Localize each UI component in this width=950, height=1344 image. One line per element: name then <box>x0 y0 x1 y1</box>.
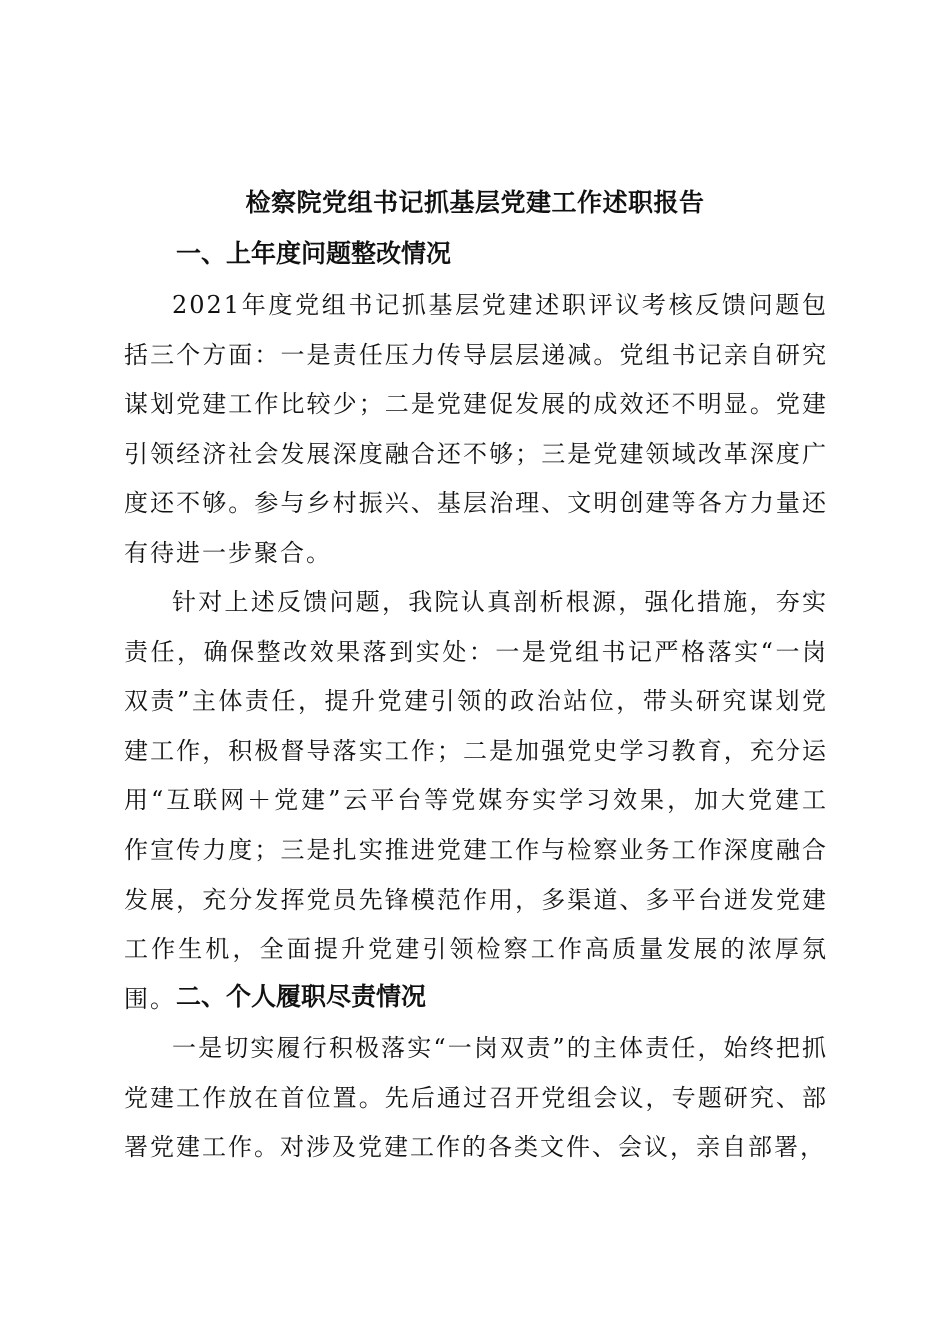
document-title: 检察院党组书记抓基层党建工作述职报告 <box>245 188 705 217</box>
paragraph-1: 2021年度党组书记抓基层党建述职评议考核反馈问题包括三个方面：一是责任压力传导层层递减。党组书记亲自研究谋划党建工作比较少；二是党建促发展的成效还不明显。党建引领经济社会发展深度融合还不够；三是党建领域改革深度广度还不够。参与乡村振兴、基层治理、文明创建等各方力量还有待进一步聚合。 <box>124 291 828 567</box>
paragraph-3: 一是切实履行积极落实“一岗双责”的主体责任，始终把抓党建工作放在首位置。先后通过召开党组会议，专题研究、部署党建工作。对涉及党建工作的各类文件、会议，亲自部署， <box>124 1034 828 1162</box>
section-heading-2: 二、个人履职尽责情况 <box>176 982 427 1011</box>
paragraph-2: 针对上述反馈问题，我院认真剖析根源，强化措施，夯实责任，确保整改效果落到实处：一是党组书记严格落实“一岗双责”主体责任，提升党建引领的政治站位，带头研究谋划党建工作，积极督导落实工作；二是加强党史学习教育，充分运用“互联网＋党建”云平台等党媒夯实学习效果，加大党建工作宣传力度；三是扎实推进党建工作与检察业务工作深度融合发展，充分发挥党员先锋模范作用，多渠道、多平台迸发党建工作生机，全面提升党建引领检察工作高质量发展的浓厚氛围。 <box>124 588 828 1013</box>
section-heading-1: 一、上年度问题整改情况 <box>176 239 452 268</box>
